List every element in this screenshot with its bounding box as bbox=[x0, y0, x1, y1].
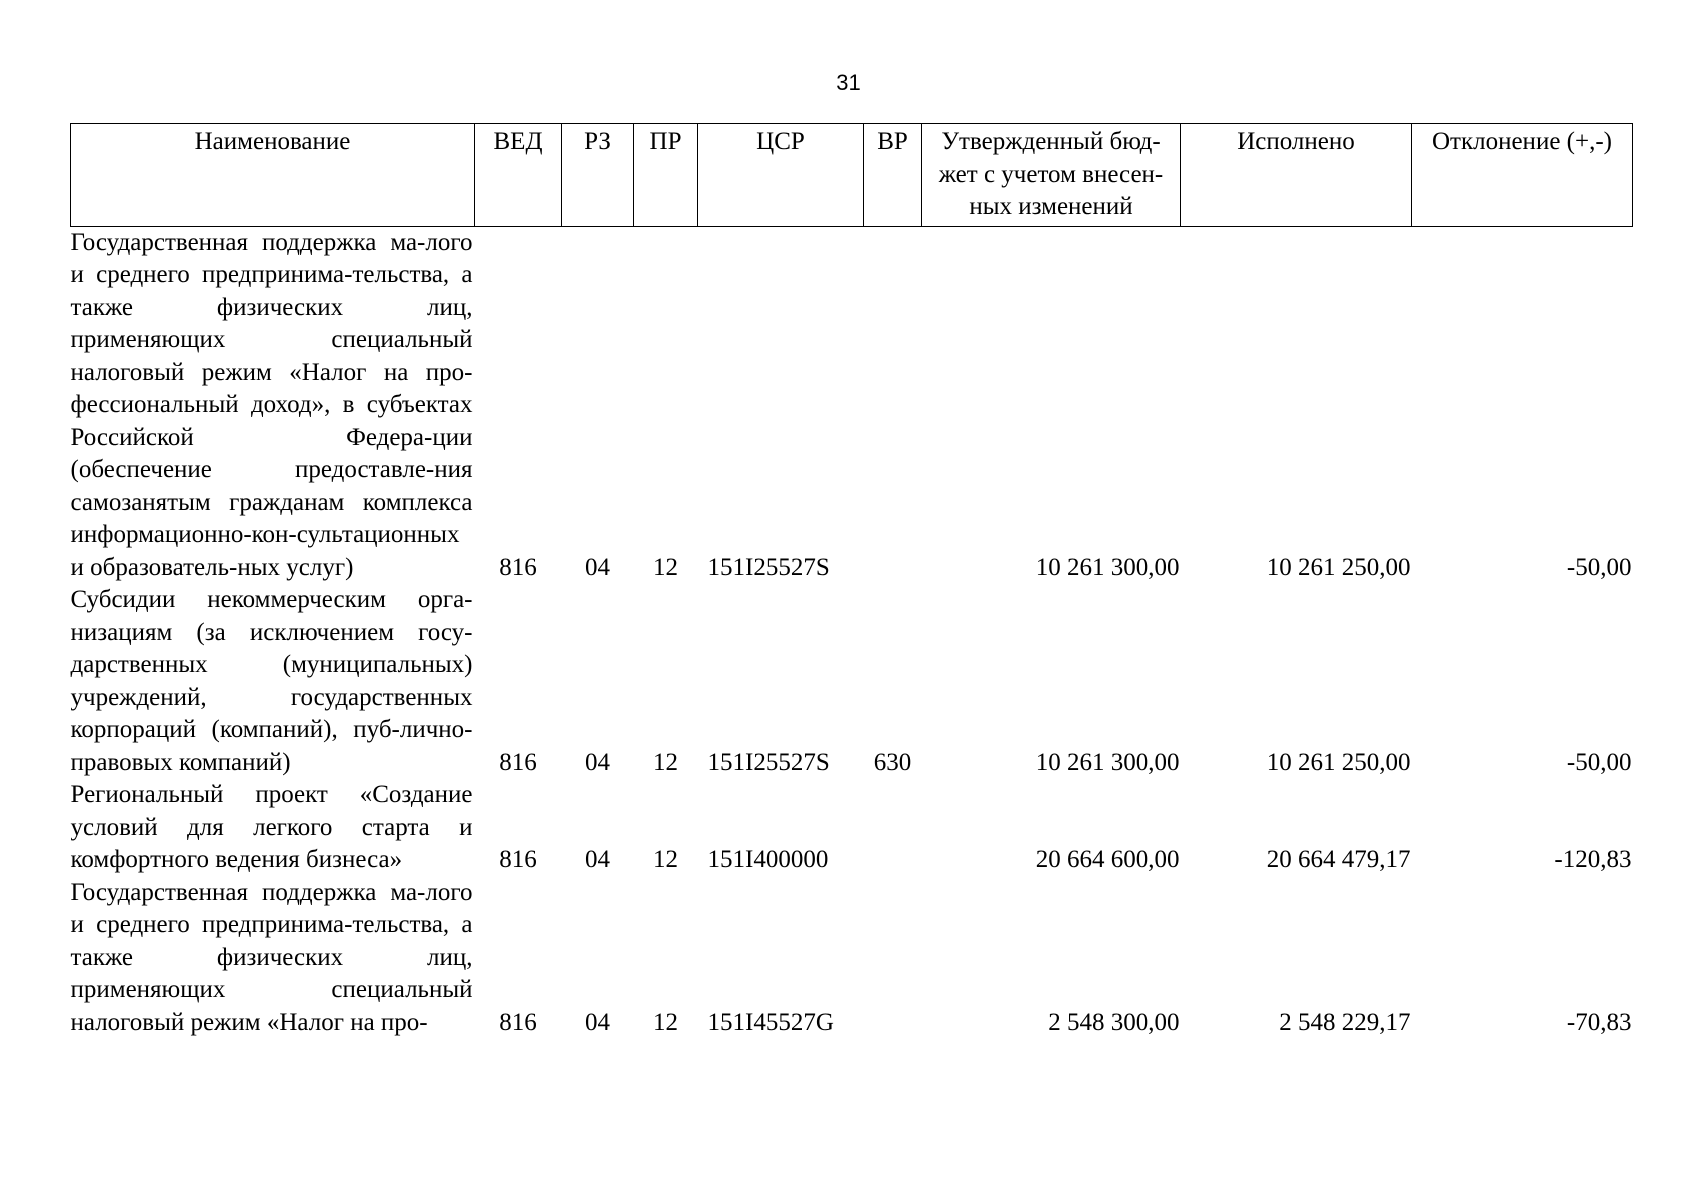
row-name: Региональный проект «Создание условий для легкого старта и комфортного ведения бизнеса» bbox=[70, 781, 473, 873]
row-rz: 04 bbox=[585, 846, 610, 873]
header-pr: ПР bbox=[634, 124, 698, 227]
row-executed: 10 261 250,00 bbox=[1266, 553, 1411, 581]
header-csr: ЦСР bbox=[698, 124, 864, 227]
row-vr bbox=[864, 226, 922, 584]
row-csr: 151I400000 bbox=[707, 846, 829, 873]
row-approved: 20 664 600,00 bbox=[1035, 846, 1180, 873]
row-rz: 04 bbox=[585, 553, 610, 581]
header-deviation: Отклонение (+,-) bbox=[1412, 124, 1633, 227]
row-approved: 10 261 300,00 bbox=[1035, 553, 1180, 581]
row-deviation: -70,83 bbox=[1566, 1008, 1632, 1036]
header-ved: ВЕД bbox=[475, 124, 562, 227]
table-row bbox=[71, 877, 1633, 1040]
row-name: Государственная поддержка ма-лого и среднего предпринима-тельства, а также физических лиц, применяющих специальный налоговый режим «Налог на про-фессиональный доход», в субъектах Российской Федера-ции (обеспечение предоставле-ния самозанятым гражданам комплекса информационно-кон-сультационных и образователь-ных услуг) bbox=[70, 228, 473, 581]
row-executed: 2 548 229,17 bbox=[1279, 1008, 1411, 1036]
header-approved-budget: Утвержденный бюд-жет с учетом внесен-ных изменений bbox=[922, 124, 1181, 227]
row-pr: 12 bbox=[653, 1008, 678, 1036]
header-rz: РЗ bbox=[562, 124, 634, 227]
table-header bbox=[71, 124, 1633, 227]
row-deviation: -50,00 bbox=[1566, 553, 1632, 581]
table-row bbox=[71, 779, 1633, 877]
row-vr bbox=[864, 877, 922, 1040]
header-name: Наименование bbox=[71, 124, 475, 227]
row-ved: 816 bbox=[499, 553, 537, 581]
budget-execution-table bbox=[70, 123, 1633, 1039]
row-approved: 2 548 300,00 bbox=[1048, 1008, 1180, 1036]
row-rz: 04 bbox=[585, 748, 610, 776]
header-row bbox=[71, 124, 1633, 227]
row-csr: 151I45527G bbox=[707, 1008, 834, 1036]
header-vr: ВР bbox=[864, 124, 922, 227]
row-pr: 12 bbox=[653, 748, 678, 776]
row-pr: 12 bbox=[653, 553, 678, 581]
table-row bbox=[71, 226, 1633, 584]
row-csr: 151I25527S bbox=[707, 748, 830, 776]
row-csr: 151I25527S bbox=[707, 553, 830, 581]
row-ved: 816 bbox=[499, 1008, 537, 1036]
row-pr: 12 bbox=[653, 846, 678, 873]
row-ved: 816 bbox=[499, 846, 537, 873]
table-body bbox=[71, 226, 1633, 1039]
page-number: 31 bbox=[836, 70, 861, 95]
row-vr: 630 bbox=[873, 748, 912, 776]
row-name: Субсидии некоммерческим орга-низациям (за исключением госу-дарственных (муниципальных) учреждений, государственных корпораций (компаний), пуб-лично-правовых компаний) bbox=[70, 586, 473, 776]
row-ved: 816 bbox=[499, 748, 537, 776]
row-approved: 10 261 300,00 bbox=[1035, 748, 1180, 776]
row-executed: 20 664 479,17 bbox=[1266, 846, 1411, 873]
row-executed: 10 261 250,00 bbox=[1266, 748, 1411, 776]
row-rz: 04 bbox=[585, 1008, 610, 1036]
header-executed: Исполнено bbox=[1181, 124, 1412, 227]
table-row bbox=[71, 584, 1633, 779]
row-deviation: -120,83 bbox=[1554, 846, 1632, 873]
row-name: Государственная поддержка ма-лого и среднего предпринима-тельства, а также физических лиц, применяющих специальный налоговый режим «Налог на про- bbox=[70, 878, 473, 1036]
row-deviation: -50,00 bbox=[1566, 748, 1632, 776]
row-vr bbox=[864, 779, 922, 877]
